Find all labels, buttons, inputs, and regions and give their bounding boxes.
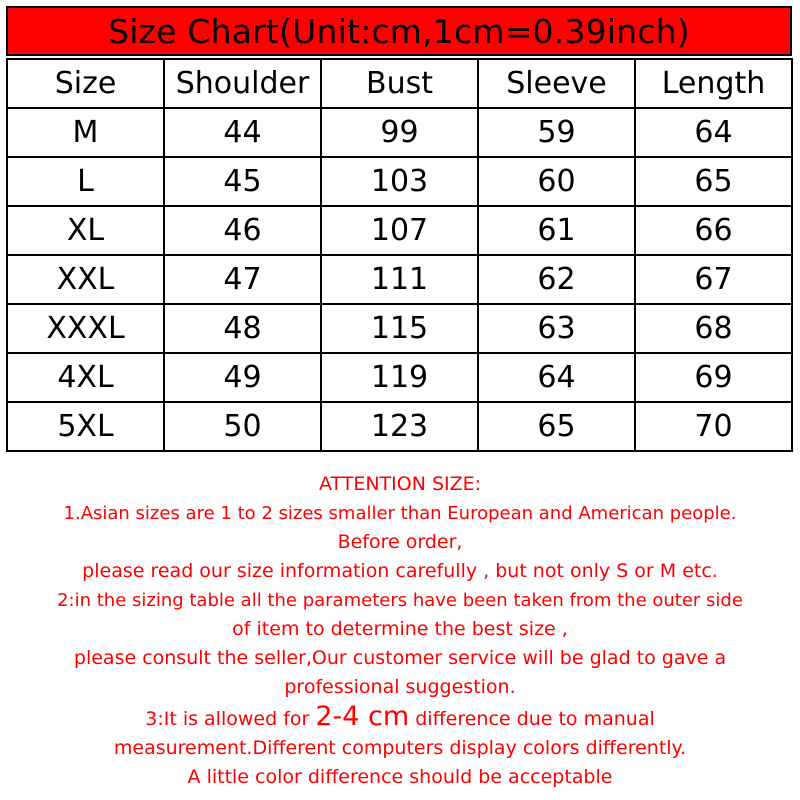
cell-shoulder: 49 (164, 353, 321, 402)
note-line-6: please consult the seller,Our customer service will be glad to gave a (73, 647, 727, 669)
note-line-5: of item to determine the best size , (232, 618, 568, 640)
cell-size: L (7, 157, 164, 206)
note-line-8-prefix: 3:It is allowed for (145, 708, 316, 730)
cell-shoulder: 50 (164, 402, 321, 451)
note-line-8 (0, 702, 800, 734)
cell-shoulder: 44 (164, 108, 321, 157)
cell-sleeve: 62 (478, 255, 635, 304)
cell-length: 65 (635, 157, 792, 206)
cell-bust: 115 (321, 304, 478, 353)
table-row (7, 304, 792, 353)
cell-sleeve: 65 (478, 402, 635, 451)
note-line-1: 1.Asian sizes are 1 to 2 sizes smaller than European and American people. (63, 503, 737, 524)
cell-bust: 111 (321, 255, 478, 304)
table-row (7, 108, 792, 157)
cell-sleeve: 63 (478, 304, 635, 353)
header-shoulder: Shoulder (164, 59, 321, 108)
notes-heading: ATTENTION SIZE: (318, 473, 482, 495)
note-line-10: A little color difference should be acceptable (187, 766, 613, 788)
cell-bust: 107 (321, 206, 478, 255)
cell-shoulder: 45 (164, 157, 321, 206)
cell-length: 68 (635, 304, 792, 353)
table-row (7, 402, 792, 451)
table-row (7, 157, 792, 206)
header-sleeve: Sleeve (478, 59, 635, 108)
cell-bust: 99 (321, 108, 478, 157)
cell-bust: 103 (321, 157, 478, 206)
tolerance-highlight: 2-4 cm (315, 701, 410, 732)
cell-length: 67 (635, 255, 792, 304)
note-line-3: please read our size information carefully , but not only S or M etc. (82, 560, 718, 582)
cell-size: 4XL (7, 353, 164, 402)
chart-title: Size Chart(Unit:cm,1cm=0.39inch) (6, 6, 792, 56)
table-header-row (7, 59, 792, 108)
cell-length: 69 (635, 353, 792, 402)
header-bust: Bust (321, 59, 478, 108)
cell-size: XXXL (7, 304, 164, 353)
note-line-9: measurement.Different computers display colors differently. (113, 737, 687, 759)
header-length: Length (635, 59, 792, 108)
note-line-8-suffix: difference due to manual (409, 708, 655, 730)
cell-length: 66 (635, 206, 792, 255)
cell-sleeve: 60 (478, 157, 635, 206)
cell-size: 5XL (7, 402, 164, 451)
note-line-4: 2:in the sizing table all the parameters have been taken from the outer side (57, 590, 743, 611)
cell-sleeve: 61 (478, 206, 635, 255)
cell-size: XXL (7, 255, 164, 304)
table-row (7, 255, 792, 304)
cell-sleeve: 64 (478, 353, 635, 402)
size-table (6, 58, 793, 452)
note-line-2: Before order, (337, 531, 463, 553)
cell-size: M (7, 108, 164, 157)
table-row (7, 353, 792, 402)
cell-bust: 119 (321, 353, 478, 402)
attention-notes (0, 470, 800, 792)
cell-shoulder: 48 (164, 304, 321, 353)
cell-size: XL (7, 206, 164, 255)
cell-bust: 123 (321, 402, 478, 451)
cell-sleeve: 59 (478, 108, 635, 157)
cell-shoulder: 47 (164, 255, 321, 304)
note-line-7: professional suggestion. (284, 676, 516, 698)
header-size: Size (7, 59, 164, 108)
cell-shoulder: 46 (164, 206, 321, 255)
cell-length: 64 (635, 108, 792, 157)
table-row (7, 206, 792, 255)
cell-length: 70 (635, 402, 792, 451)
